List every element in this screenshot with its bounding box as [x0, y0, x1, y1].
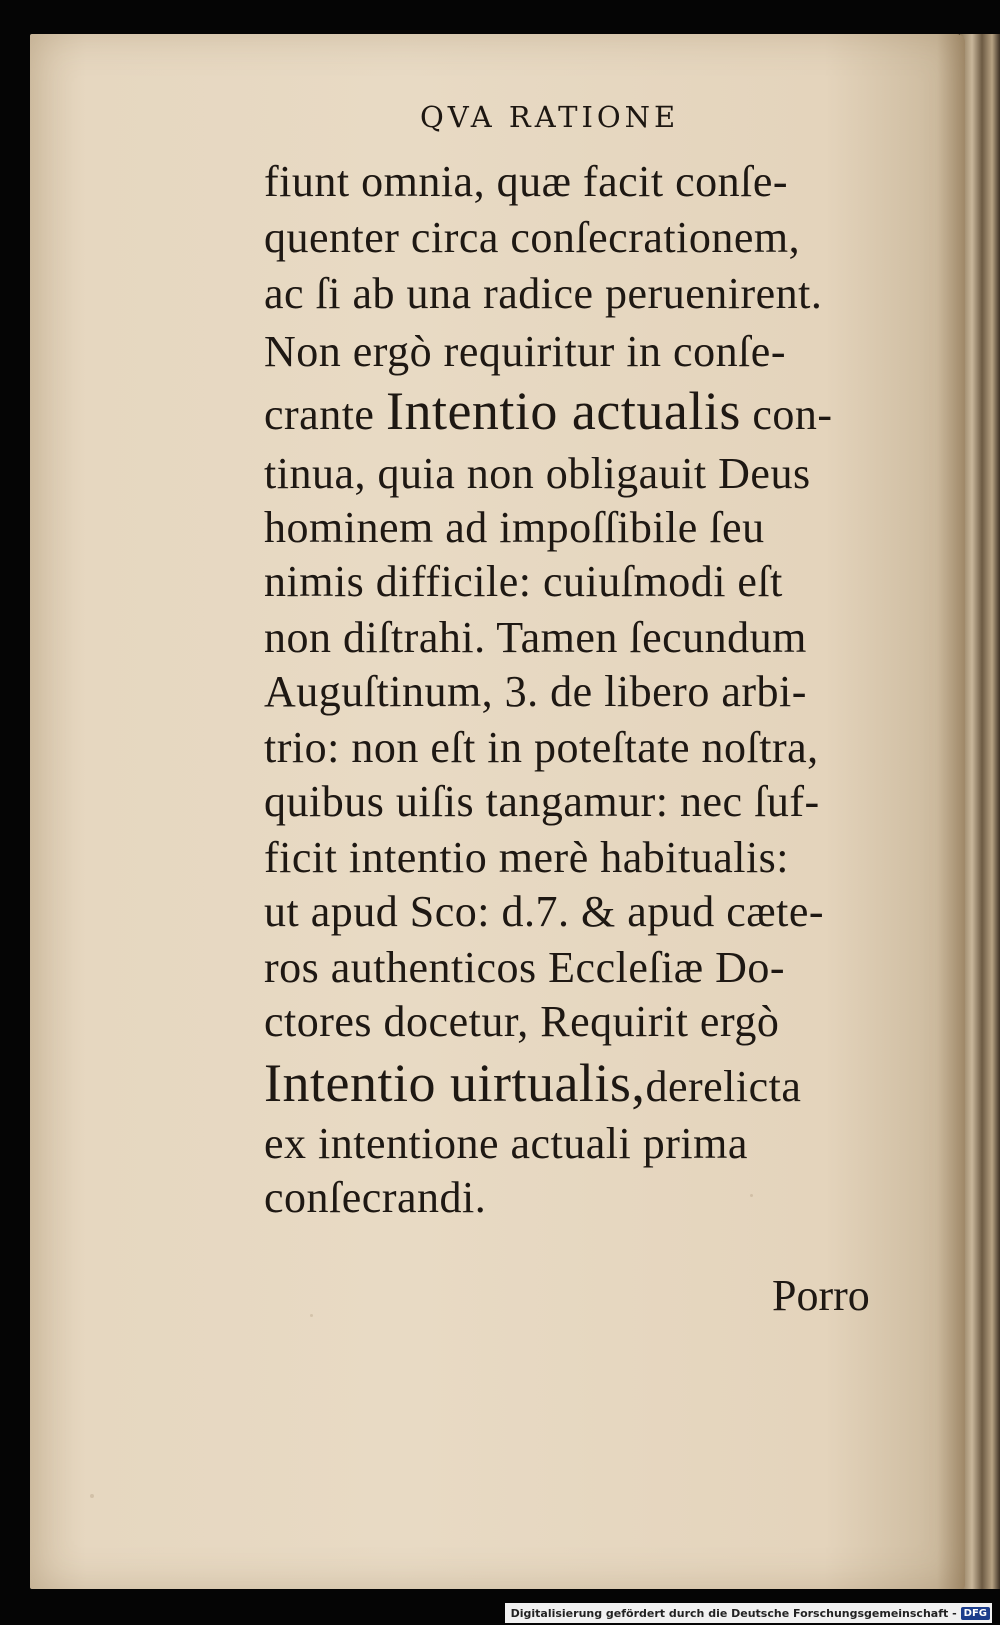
emphasis-term: Intentio uirtualis,	[264, 1053, 646, 1113]
text-line: ut apud Sco: d.7. & apud cæte-	[264, 887, 825, 936]
text-line-emphasis	[264, 381, 904, 441]
running-head: QVA RATIONE	[420, 100, 680, 134]
line-part: crante	[264, 390, 386, 439]
digitization-credit	[505, 1603, 992, 1623]
text-line: fiunt omnia, quæ facit conſe-	[264, 157, 789, 206]
credit-text: Digitalisierung gefördert durch die Deutsche Forschungsgemeinschaft -	[510, 1606, 957, 1620]
emphasis-term: Intentio actualis	[385, 381, 741, 441]
text-line: quibus uiſis tangamur: nec ſuf-	[264, 777, 820, 826]
text-line: ros authenticos Eccleſiæ Do-	[264, 943, 786, 992]
text-line: ex intentione actuali prima	[264, 1119, 748, 1168]
text-line: nimis difficile: cuiuſmodi eſt	[264, 557, 783, 606]
paper-spot	[90, 1494, 94, 1498]
text-line: conſecrandi.	[264, 1173, 487, 1222]
text-line: trio: non eſt in poteſtate noſtra,	[264, 723, 819, 772]
text-line: Non ergò requiritur in conſe-	[264, 327, 786, 376]
catchword: Porro	[772, 1271, 870, 1320]
line-part: derelicta	[645, 1062, 802, 1111]
text-line: Auguſtinum, 3. de libero arbi-	[264, 667, 807, 716]
line-part: con-	[740, 390, 833, 439]
text-line: non diſtrahi. Tamen ſecundum	[264, 613, 807, 662]
paper-spot	[310, 1314, 313, 1317]
page-edge	[960, 34, 1000, 1589]
text-line: ac ſi ab una radice peruenirent.	[264, 269, 823, 318]
text-line: hominem ad impoſſibile ſeu	[264, 503, 765, 552]
text-line: ctores docetur, Requirit ergò	[264, 997, 780, 1046]
text-line-emphasis	[264, 1053, 904, 1113]
text-line: quenter circa conſecrationem,	[264, 213, 801, 262]
dfg-logo: DFG	[961, 1607, 990, 1620]
text-line: ficit intentio merè habitualis:	[264, 833, 790, 882]
text-line: tinua, quia non obligauit Deus	[264, 449, 811, 498]
